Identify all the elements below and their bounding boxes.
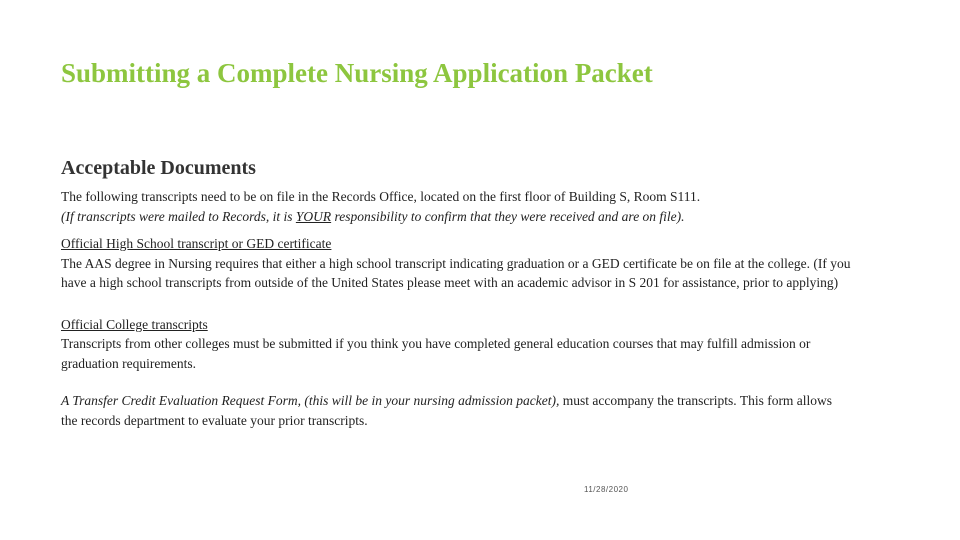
- section-heading: Acceptable Documents: [61, 157, 256, 179]
- high-school-body: The AAS degree in Nursing requires that either a high school transcript indicating graduation or a GED certificate be on file at the college. (If you have a high school transcripts from outside of the United States please meet with an academic advisor in S 201 for assistance, prior to applying): [61, 255, 851, 290]
- high-school-heading: Official High School transcript or GED certificate: [61, 236, 332, 251]
- intro-line: The following transcripts need to be on file in the Records Office, located on the first floor of Building S, Room S111.: [61, 189, 701, 204]
- footer-date: 11/28/2020: [584, 485, 629, 494]
- college-section: [61, 315, 851, 374]
- transfer-form-paragraph: [61, 391, 851, 430]
- intro-note-start: (If transcripts were mailed to Records, it is: [61, 208, 296, 224]
- high-school-section: [61, 234, 851, 293]
- intro-note-emphasis: YOUR: [295, 208, 332, 224]
- intro-paragraph: [61, 187, 851, 226]
- transfer-form-name: A Transfer Credit Evaluation Request Form, (this will be in your nursing admission packet),: [61, 393, 560, 408]
- transfer-form-section: [61, 391, 851, 430]
- slide-content: [61, 155, 851, 430]
- slide-title: Submitting a Complete Nursing Application Packet: [61, 58, 653, 88]
- intro-note-end: responsibility to confirm that they were received and are on file).: [331, 208, 685, 224]
- intro-note: [61, 207, 851, 227]
- college-heading: Official College transcripts: [61, 316, 208, 332]
- transfer-form-text: must accompany the transcripts. This form allows the records department to evaluate your prior transcripts.: [61, 393, 833, 428]
- college-body: Transcripts from other colleges must be submitted if you think you have completed general education courses that may fulfill admission or graduation requirements.: [61, 336, 811, 371]
